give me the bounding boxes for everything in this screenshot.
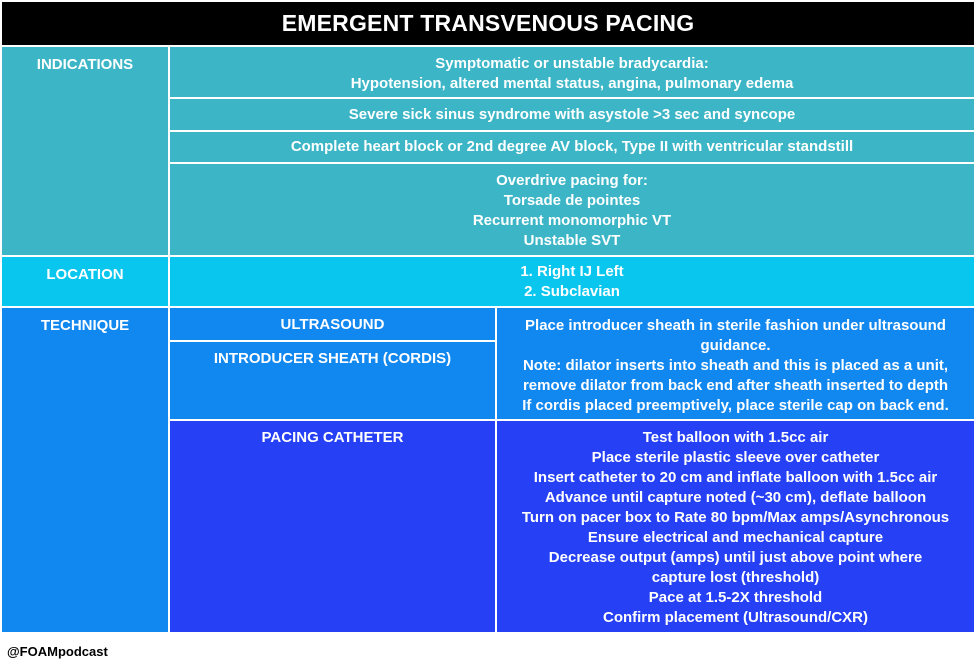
location-line: 1. Right IJ Left bbox=[520, 263, 624, 280]
sheath-step: If cordis placed preemptively, place sterile cap on back end. bbox=[522, 397, 949, 414]
catheter-step: Insert catheter to 20 cm and inflate balloon with 1.5cc air bbox=[533, 469, 938, 486]
indication-text: Complete heart block or 2nd degree AV block, Type II with ventricular standstill bbox=[290, 138, 854, 155]
pacing-catheter-label bbox=[170, 421, 495, 632]
indication-row bbox=[170, 99, 974, 130]
sheath-steps bbox=[497, 308, 974, 419]
introducer-sheath-label bbox=[170, 342, 495, 419]
location-content bbox=[170, 257, 974, 306]
catheter-step: Place sterile plastic sleeve over catheter bbox=[591, 449, 880, 466]
indication-text: Recurrent monomorphic VT bbox=[472, 212, 672, 229]
indication-row bbox=[170, 164, 974, 255]
catheter-step: Ensure electrical and mechanical capture bbox=[587, 529, 884, 546]
catheter-step: capture lost (threshold) bbox=[651, 569, 820, 586]
indication-text: Hypotension, altered mental status, angina, pulmonary edema bbox=[350, 75, 794, 92]
pacing-catheter-label-text: PACING CATHETER bbox=[261, 429, 404, 446]
indication-text: Symptomatic or unstable bradycardia: bbox=[435, 55, 709, 72]
indication-text: Overdrive pacing for: bbox=[496, 172, 648, 189]
location-line: 2. Subclavian bbox=[524, 283, 620, 300]
footer-handle: @FOAMpodcast bbox=[7, 644, 108, 659]
indication-row bbox=[170, 132, 974, 162]
indication-text: Severe sick sinus syndrome with asystole >3 sec and syncope bbox=[348, 106, 796, 123]
catheter-step: Test balloon with 1.5cc air bbox=[642, 429, 829, 446]
catheter-step: Confirm placement (Ultrasound/CXR) bbox=[602, 609, 869, 626]
catheter-step: Advance until capture noted (~30 cm), deflate balloon bbox=[544, 489, 927, 506]
sheath-step: Place introducer sheath in sterile fashion under ultrasound bbox=[525, 317, 946, 334]
sheath-step: Note: dilator inserts into sheath and this is placed as a unit, bbox=[522, 357, 949, 374]
indication-text: Torsade de pointes bbox=[503, 192, 641, 209]
technique-label: TECHNIQUE bbox=[2, 308, 168, 632]
ultrasound-label bbox=[170, 308, 495, 340]
ultrasound-label-text: ULTRASOUND bbox=[280, 316, 385, 333]
catheter-step: Decrease output (amps) until just above point where bbox=[548, 549, 923, 566]
indication-text: Unstable SVT bbox=[523, 232, 621, 249]
page-title: EMERGENT TRANSVENOUS PACING bbox=[2, 2, 974, 45]
catheter-steps bbox=[497, 421, 974, 632]
indication-row bbox=[170, 47, 974, 97]
catheter-step: Pace at 1.5-2X threshold bbox=[648, 589, 823, 606]
indications-label: INDICATIONS bbox=[2, 47, 168, 255]
introducer-sheath-label-text: INTRODUCER SHEATH (CORDIS) bbox=[213, 350, 452, 367]
catheter-step: Turn on pacer box to Rate 80 bpm/Max amps/Asynchronous bbox=[521, 509, 950, 526]
sheath-step: guidance. bbox=[700, 337, 771, 354]
sheath-step: remove dilator from back end after sheath inserted to depth bbox=[522, 377, 949, 394]
location-label: LOCATION bbox=[2, 257, 168, 306]
